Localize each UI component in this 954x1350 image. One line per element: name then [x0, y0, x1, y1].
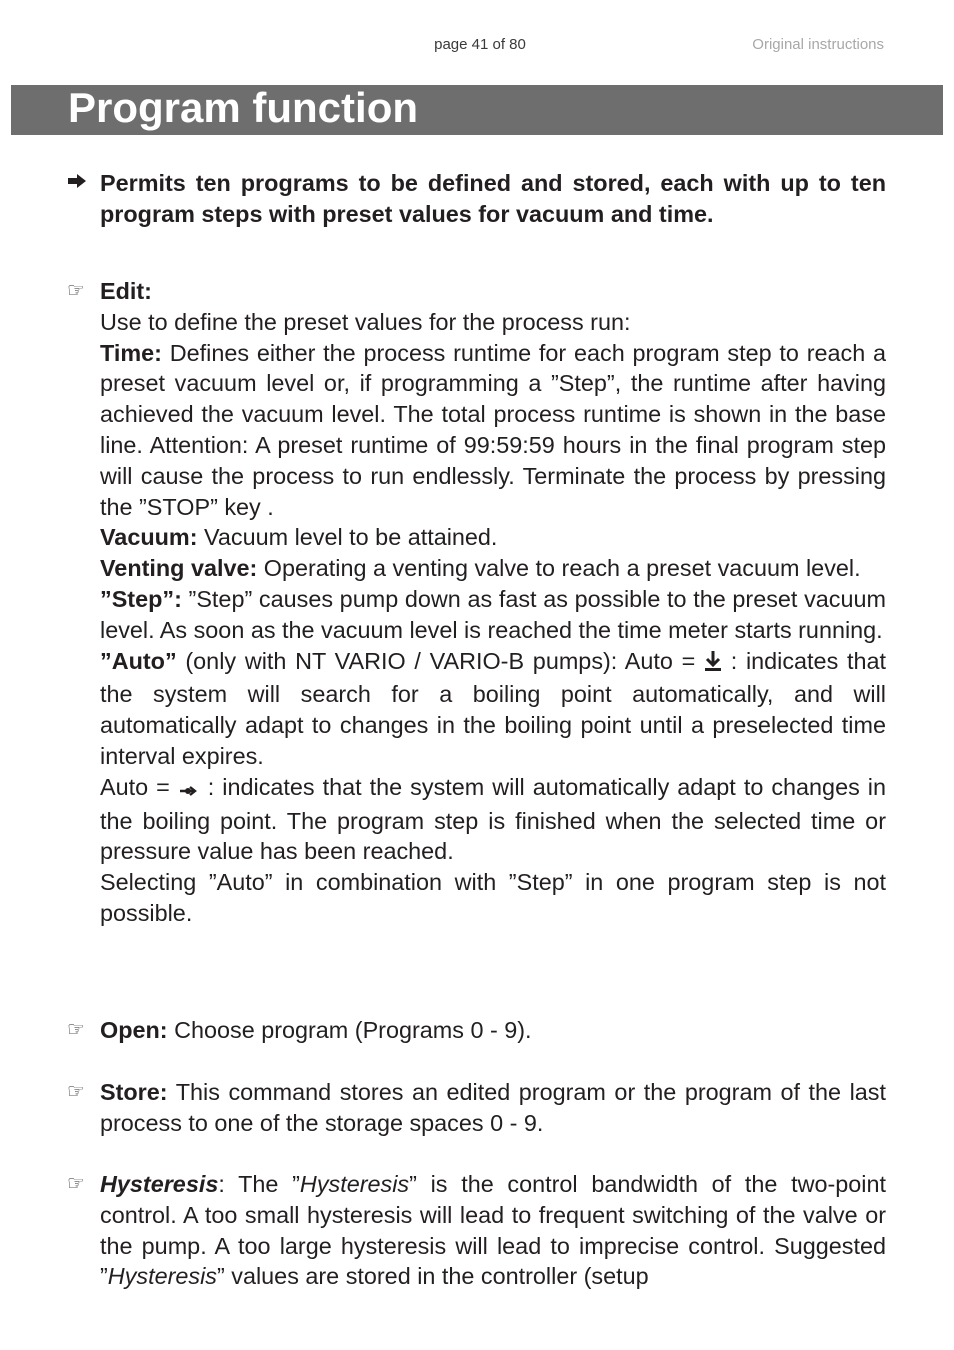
hysteresis-term: Hysteresis [299, 1171, 410, 1197]
auto-text-a: (only with NT VARIO / VARIO-B pumps): Auto = [176, 647, 704, 674]
vacuum-label: Vacuum: [100, 524, 198, 551]
hysteresis-label: Hysteresis [100, 1171, 219, 1197]
hysteresis-item [100, 1169, 886, 1292]
pointing-hand-icon: ☞ [67, 1173, 85, 1195]
header-note: Original instructions [752, 36, 884, 53]
open-label: Open: [100, 1017, 168, 1043]
pointing-hand-icon: ☞ [67, 280, 85, 302]
auto-text-b: : indicates that the system will search for a boiling point automatically, and will automatically adapt to changes in the boiling point until a preselected time interval expires. [100, 647, 887, 769]
step-text: ”Step” causes pump down as fast as possible to the preset vacuum level. As soon as the vacuum level is reached the time meter starts running. [100, 585, 886, 643]
section-title-bar [11, 85, 943, 135]
page-number: page 41 of 80 [434, 36, 526, 53]
store-label: Store: [100, 1079, 168, 1105]
auto-label: ”Auto” [100, 647, 177, 674]
open-item [100, 1015, 886, 1046]
time-text: Defines either the process runtime for each program step to reach a preset vacuum level or, if programming a ”Step”, the runtime after having achieved the vacuum level. The total process runtime is shown in the base line. Attention: A preset runtime of 99:59:59 hours in the final program step will cause the process to run endlessly. Terminate the process by pressing the ”STOP” key . [100, 339, 886, 520]
edit-intro: Use to define the preset values for the process run: [100, 308, 631, 335]
intro-text: Permits ten programs to be defined and stored, each with up to ten program steps with preset values for vacuum and time. [100, 170, 886, 227]
open-text: Choose program (Programs 0 - 9). [167, 1017, 532, 1043]
pointing-hand-icon: ☞ [67, 1019, 85, 1041]
vacuum-paragraph [100, 522, 886, 553]
arrow-right-dot-icon [178, 775, 200, 806]
auto2-paragraph [100, 772, 886, 867]
auto2-text-a: Auto = [100, 773, 178, 800]
pointing-hand-icon: ☞ [67, 1081, 85, 1103]
auto2-text-b: : indicates that the system will automatically adapt to changes in the boiling point. The program step is finished when the selected time or pressure value has been reached. [100, 773, 886, 865]
store-item [100, 1077, 886, 1139]
combo-paragraph: Selecting ”Auto” in combination with ”Step” in one program step is not possible. [100, 869, 886, 926]
venting-paragraph [100, 553, 886, 584]
venting-label: Venting valve: [100, 555, 258, 582]
time-paragraph [100, 338, 886, 523]
hysteresis-text-a: : The ” [218, 1171, 300, 1197]
arrow-down-to-line-icon [704, 649, 722, 680]
hysteresis-text-b: ” is the control bandwidth of the two-point control. A too small hysteresis will lead to frequent switching of the valve or the pump. A too large hysteresis will lead to imprecise control. Suggested ” [100, 1171, 886, 1290]
arrow-right-icon [67, 168, 87, 199]
hysteresis-term-2: Hysteresis [107, 1263, 217, 1290]
edit-heading: Edit: [100, 278, 152, 304]
step-paragraph [100, 584, 886, 646]
hysteresis-text-c: ” values are stored in the controller (setup [216, 1263, 649, 1290]
auto-paragraph [100, 646, 886, 772]
edit-section [100, 276, 886, 929]
page-title: Program function [68, 84, 419, 131]
step-label: ”Step”: [100, 585, 182, 612]
time-label: Time: [100, 339, 162, 366]
store-text: This command stores an edited program or the program of the last process to one of the storage spaces 0 - 9. [100, 1079, 886, 1136]
venting-text: Operating a venting valve to reach a preset vacuum level. [257, 555, 861, 582]
vacuum-text: Vacuum level to be attained. [197, 524, 498, 551]
